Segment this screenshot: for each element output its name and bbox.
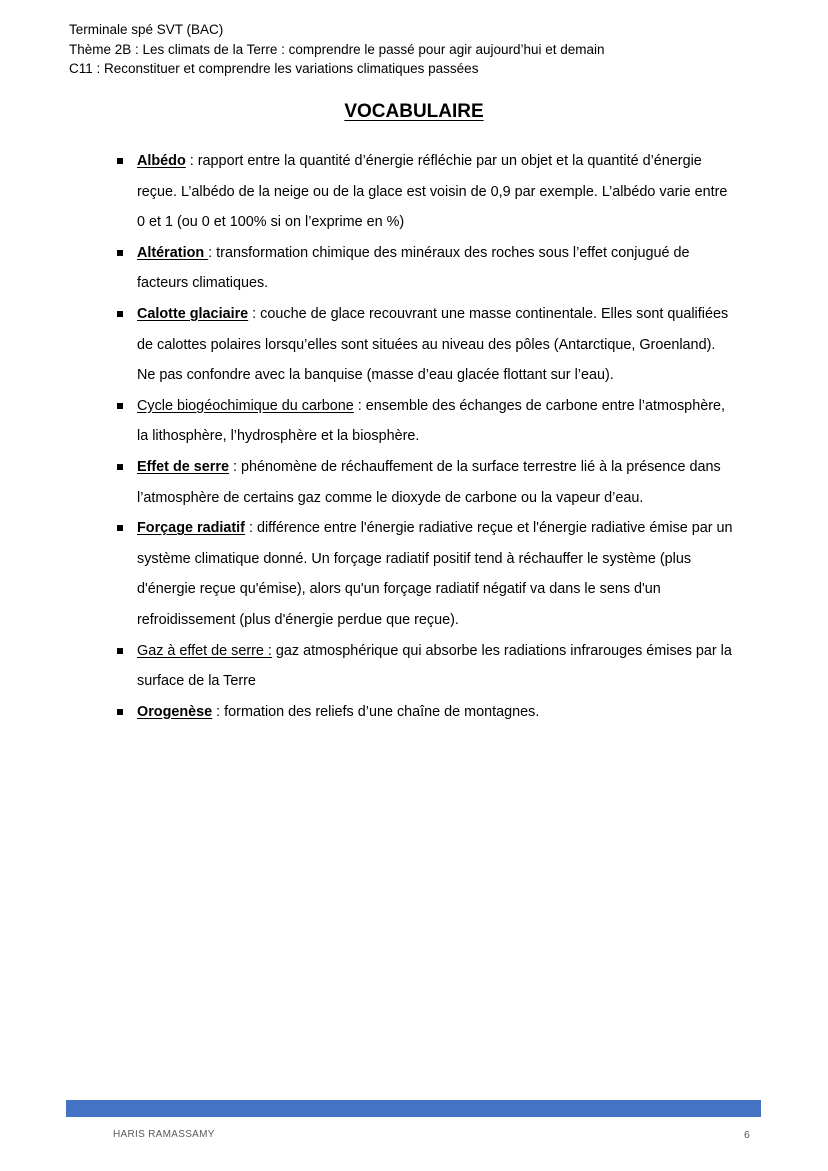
vocab-definition: gaz atmosphérique qui absorbe les radiations infrarouges émises par la surface de la Terre <box>137 642 732 690</box>
vocab-definition: : couche de glace recouvrant une masse continentale. Elles sont qualifiées de calottes polaires lorsqu’elles sont situées au niveau des pôles (Antarctique, Groenland). Ne pas confondre avec la banquise (masse d’eau glacée flottant sur l’eau). <box>137 305 729 384</box>
square-bullet-icon <box>117 464 123 470</box>
vocabulary-list <box>137 146 737 727</box>
vocab-definition: : phénomène de réchauffement de la surface terrestre lié à la présence dans l’atmosphère de certains gaz comme le dioxyde de carbone ou la vapeur d’eau. <box>137 458 721 506</box>
footer-bar <box>66 1100 761 1117</box>
square-bullet-icon <box>117 525 123 531</box>
square-bullet-icon <box>117 250 123 256</box>
vocab-definition: : ensemble des échanges de carbone entre l’atmosphère, la lithosphère, l’hydrosphère et la biosphère. <box>137 397 725 445</box>
footer-author: HARIS RAMASSAMY <box>113 1129 215 1140</box>
vocab-term: Effet de serre <box>137 458 229 475</box>
vocab-item-cycle-carbone <box>137 391 737 452</box>
vocab-item-orogenese <box>137 697 737 728</box>
square-bullet-icon <box>117 158 123 164</box>
header-level: Terminale spé SVT (BAC) <box>69 22 224 37</box>
vocab-item-gaz-effet-de-serre <box>137 636 737 697</box>
header-theme: Thème 2B : Les climats de la Terre : comprendre le passé pour agir aujourd’hui et demain <box>69 41 605 57</box>
header-chapter: C11 : Reconstituer et comprendre les variations climatiques passées <box>69 61 479 76</box>
vocab-term: Calotte glaciaire <box>137 305 249 322</box>
vocab-term: Cycle biogéochimique du carbone <box>137 397 354 414</box>
vocab-term: Altération <box>137 244 209 261</box>
vocab-definition: : transformation chimique des minéraux des roches sous l’effet conjugué de facteurs climatiques. <box>137 244 690 292</box>
vocab-term: Gaz à effet de serre : <box>137 642 272 659</box>
vocab-item-albedo <box>137 146 737 238</box>
vocab-item-calotte-glaciaire <box>137 299 737 391</box>
vocab-definition: : rapport entre la quantité d’énergie réfléchie par un objet et la quantité d’énergie reçue. L’albédo de la neige ou de la glace est voisin de 0,9 par exemple. L’albédo varie entre 0 et 1 (ou 0 et 100% si on l’exprime en %) <box>137 153 728 231</box>
vocab-definition: : différence entre l'énergie radiative reçue et l'énergie radiative émise par un système climatique donné. Un forçage radiatif positif tend à réchauffer le système (plus d'énergie reçue qu'émise), alors qu'un forçage radiatif négatif va dans le sens d'un refroidissement (plus d'énergie perdue que reçue). <box>137 520 733 628</box>
square-bullet-icon <box>117 648 123 654</box>
page-title: VOCABULAIRE <box>344 101 484 122</box>
square-bullet-icon <box>117 709 123 715</box>
vocab-item-forcage-radiatif <box>137 513 737 635</box>
vocab-term: Orogenèse <box>137 703 213 720</box>
square-bullet-icon <box>117 311 123 317</box>
vocab-term: Albédo <box>137 153 186 169</box>
vocab-term: Forçage radiatif <box>137 520 245 537</box>
vocab-item-effet-de-serre <box>137 452 737 513</box>
square-bullet-icon <box>117 403 123 409</box>
vocab-definition: : formation des reliefs d’une chaîne de montagnes. <box>212 703 540 720</box>
page-number: 6 <box>744 1129 750 1141</box>
document-header <box>69 20 605 79</box>
vocab-item-alteration <box>137 238 737 299</box>
